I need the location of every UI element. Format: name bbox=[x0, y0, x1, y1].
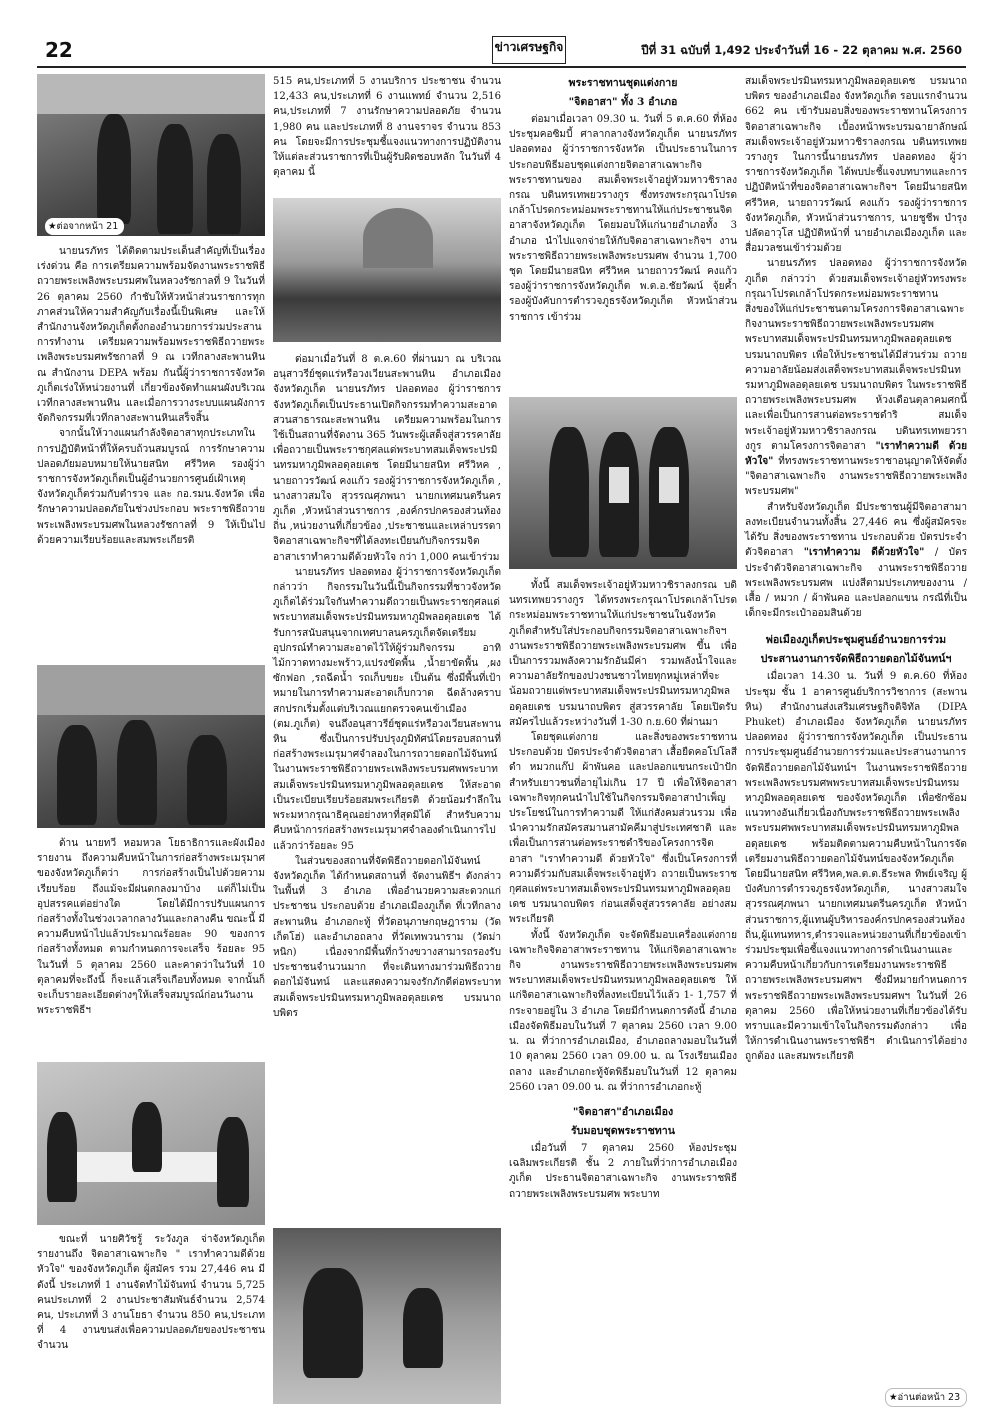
paragraph: 515 คน,ประเภทที่ 5 งานบริการ ประชาชน จำนวน 12,433 คน,ประเภทที่ 6 งานแพทย์ จำนวน 2,516 คน,ประเภทที่ 7 งานรักษาความปลอดภัย จำนวน 1,980 คน และประเภทที่ 8 งานจราจร จำนวน 853 คน โดยจะมีการประชุมชี้แจงแนวทางการปฏิบัติงานให้แต่ละส่วนราชการที่เป็นผู้รับผิดชอบหลัก ในวันที่ 4 ตุลาคม นี้ bbox=[273, 76, 501, 179]
slogan: "เราทำความดี ด้วยหัวใจ" bbox=[745, 440, 967, 468]
page-number: 22 bbox=[45, 38, 73, 62]
masthead-logo: ข่าวเศรษฐกิจ bbox=[492, 36, 566, 64]
section-heading: รับมอบชุดพระราชทาน bbox=[571, 1124, 675, 1137]
section-heading: "จิตอาสา" ทั้ง 3 อำเภอ bbox=[568, 96, 678, 108]
column-2-top bbox=[273, 74, 501, 180]
paragraph: นายนรภัทร ได้ติดตามประเด็นสำคัญที่เป็นเรื่องเร่งด่วน คือ การเตรียมความพร้อมจัดงานพระราชพิธีถวายพระเพลิงพระบรมศพในหลวงรัชกาลที่ 9 ในวันที่ 26 ตุลาคม 2560 กำชับให้หัวหน้าส่วนราชการทุกภาคส่วนให้ความสำคัญกับเรื่องนี้เป็นพิเศษ และให้สำนักงานจังหวัดภูเก็ตตั้งกองอำนวยการร่วมประสานการทำงาน เตรียมความพร้อมพระราชพิธีถวายพระเพลิงพระบรมศพรัชกาลที่ 9 ณ เวทีกลางสะพานหิน ณ สำนักงาน DEPA พร้อม กันนี้ผู้ว่าราชการจังหวัดภูเก็ตเร่งให้หน่วยงานที่ เกี่ยวข้องจัดทำแผนผังบริเวณเวทีกลางสะพานหิน และเมื่อการวางระบบแผนผังการจัดกิจกรรมที่เวทีกลางสะพานหินเสร็จสิ้น bbox=[37, 246, 265, 425]
issue-info: ปีที่ 31 ฉบับที่ 1,492 ประจำวันที่ 16 - 22 ตุลาคม พ.ศ. 2560 bbox=[641, 43, 962, 57]
paragraph: โดยชุดแต่งกาย และสิ่งของพระราชทานประกอบด้วย บัตรประจำตัวจิตอาสา เสื้อยืดคอโปโลสีดำ หมวกแก๊ป ผ้าพันคอ และปลอกแขนกระเป๋าปัก สำหรับเยาวชนที่อายุไม่เกิน 17 ปี เพื่อให้จิตอาสาเฉพาะกิจทุกคนนำไปใช้ในกิจกรรมจิตอาสาบำเพ็ญประโยชน์ในการทำความดี ให้แก่สังคมส่วนรวม เพื่อนำความรักสมัครสมานสามัคคีมาสู่ประเทศชาติ และเพื่อเป็นการสานต่อพระราชดำริของโครงการจิตอาสา "เราทำความดี ด้วยหัวใจ" ซึ่งเป็นโครงการที่ความดีร่วมกับสมเด็จพระเจ้าอยู่หัว ถวายเป็นพระราชกุศลแด่พระบาทสมเด็จพระปรมินทรมหาภูมิพลอดุลยเดช บรมนาถบพิตร ก่อนเสด็จสู่สวรรคาลัย อย่างสมพระเกียรติ bbox=[509, 732, 737, 926]
section-heading: "จิตอาสา"อำเภอเมือง bbox=[572, 1105, 674, 1118]
paragraph: ขณะที่ นายศิวัชรู้ ระวังภูล จ่าจังหวัดภูเก็ต รายงานถึง จิตอาสาเฉพาะกิจ " เราทำความดีด้วย หัวใจ" ของจังหวัดภูเก็ต ผู้สมัคร รวม 27,446 คน มีดังนี้ ประเภทที่ 1 งานจัดทำไม้จันทน์ จำนวน 5,725 คนประเภทที่ 2 งานประชาสัมพันธ์จำนวน 2,574 คน, ประเภทที่ 3 งานโยธา จำนวน 850 คน,ประเภทที่ 4 งานขนส่งเพื่อความปลอดภัยของประชาชน จำนวน bbox=[37, 1234, 265, 1352]
paragraph: ทั้งนี้ สมเด็จพระเจ้าอยู่หัวมหาวชิราลงกรณ บดินทรเทพยวรางกูร ได้ทรงพระกรุณาโปรดเกล้าโปรดกระหม่อมพระราชทานให้แก่ประชาชนในจังหวัดภูเก็ตสำหรับใส่ประกอบกิจกรรมจิตอาสาเฉพาะกิจฯ งานพระราชพิธีถวายพระเพลิงพระบรมศพ ขึ้น เพื่อเป็นการรวมพลังความรักอันมีค่า รวมพลังน้ำใจและความอาลัยรักของปวงชนชาวไทยทุกหมู่เหล่าที่จะน้อมถวายแด่พระบาทสมเด็จพระปรมินทรมหาภูมิพลอดุลยเดช บรมนาถบพิตร สู่สวรรคาลัย โดยเปิดรับสมัครไปแล้วระหว่างวันที่ 1-30 ก.ย.60 ที่ผ่านมา bbox=[509, 580, 737, 728]
paragraph: ต่อมาเมื่อเวลา 09.30 น. วันที่ 5 ต.ค.60 ที่ห้องประชุมคอซิมบี้ ศาลากลางจังหวัดภูเก็ต นายนรภัทร ปลอดทอง ผู้ว่าราชการจังหวัด เป็นประธานในการประกอบพิธีมอบชุดแต่งกายจิตอาสาเฉพาะกิจ พระราชทานของ สมเด็จพระเจ้าอยู่หัวมหาวชิราลงกรณ บดินทรเทพยวรางกูร ซึ่งทรงพระกรุณาโปรดเกล้าโปรดกระหม่อมพระราชทานให้แก่ประชาชนจิตอาสาจังหวัดภูเก็ต โดยมอบให้แก่นายอำเภอทั้ง 3 อำเภอ นำไปแจกจ่ายให้กับจิตอาสาเฉพาะกิจฯ งานพระราชพิธีถวายพระเพลิงพระบรมศพ จำนวน 1,700 ชุด โดยมีนายสนิท ศรีวิหค นายถาวรวัฒน์ คงแก้ว รองผู้ว่าราชการจังหวัดภูเก็ต พ.ต.อ.ชัยวัฒน์ จุ้ยค้ำ รองผู้บังคับการตำรวจภูธรจังหวัดภูเก็ต หัวหน้าส่วนราชการ เข้าร่วม bbox=[509, 114, 737, 323]
photo-ceremony-speakers bbox=[37, 665, 265, 828]
column-2-mid bbox=[273, 352, 501, 1021]
continue-to-badge: ★อ่านต่อหน้า 23 bbox=[885, 1388, 967, 1407]
column-1-bottom bbox=[37, 1232, 265, 1354]
section-heading: ประสานงานการจัดพิธีถวายดอกไม้จันทน์ฯ bbox=[760, 653, 952, 666]
page-header bbox=[37, 36, 966, 68]
column-1-mid bbox=[37, 836, 265, 1018]
paragraph: ทั้งนี้ จังหวัดภูเก็ต จะจัดพิธีมอบเครื่องแต่งกายเฉพาะกิจจิตอาสาพระราชทาน ให้แก่จิตอาสาเฉพาะกิจ งานพระราชพิธีถวายพระเพลิงพระบรมศพ พระบาทสมเด็จพระปรมินทรมหาภูมิพลอดุลยเดช ให้แก่จิตอาสาเฉพาะกิจที่ลงทะเบียนไว้แล้ว 1- 1,757 ที่กระจายอยู่ใน 3 อำเภอ โดยมีกำหนดการดังนี้ อำเภอเมืองจัดพิธีมอบในวันที่ 7 ตุลาคม 2560 เวลา 9.00 น. ณ ที่ว่าการอำเภอเมือง, อำเภอถลางมอบในวันที่ 10 ตุลาคม 2560 เวลา 09.00 น. ณ โรงเรียนเมืองถลาง และอำเภอกะทู้จัดพิธีมอบในวันที่ 12 ตุลาคม 2560 เวลา 09.00 น. ณ ที่ว่าการอำเภอกะทู้ bbox=[509, 929, 737, 1093]
photo-meeting-table bbox=[37, 1062, 265, 1225]
star-icon: ★ bbox=[48, 221, 57, 232]
section-heading: พระราชทานชุดแต่งกาย bbox=[568, 77, 678, 89]
star-icon: ★ bbox=[889, 1392, 898, 1403]
column-3-top bbox=[509, 72, 737, 325]
paragraph: สำหรับจังหวัดภูเก็ต มีประชาชนผู้มีจิตอาสามาลงทะเบียนจำนวนทั้งสิ้น 27,446 คน ซึ่งผู้สมัครจะได้รับ สิ่งของพระราชทาน ประกอบด้วย บัตรประจำตัวจิตอาสา "เราทำความ ดีด้วยหัวใจ" / บัตรประจำตัวจิตอาสาเฉพาะกิจ งานพระราชพิธีถวายพระเพลิงพระบรมศพ แบ่งสีตามประเภทของงาน / เสื้อ / หมวก / ผ้าพันคอ และปลอกแขน กรณีที่เป็นเด็กจะมีกระเป๋าออมสินด้วย bbox=[745, 501, 968, 620]
column-4 bbox=[745, 74, 967, 1065]
photo-crowd-volunteers bbox=[273, 198, 501, 342]
paragraph: นายนรภัทร ปลอดทอง ผู้ว่าราชการจังหวัดภูเก็ต กล่าวว่า กิจกรรมในวันนี้เป็นกิจกรรมที่ชาวจังหวัดภูเก็ตได้ร่วมใจกันทำความดีถวายเป็นพระราชกุศลแด่พระบาทสมเด็จพระปรมินทรมหาภูมิพลอดุลยเดช ได้รับการสนับสนุนจากเทศบาลนครภูเก็ตจัดเตรียมอุปกรณ์ทำความสะอาดไว้ให้ผู้ร่วมกิจกรรม อาทิ ไม้กวาดทางมะพร้าว,แปรงขัดพื้น ,น้ำยาขัดพื้น ,ผงซักฟอก ,รถฉีดน้ำ รถเก็บขยะ เป็นต้น ซึ่งมีพื้นที่เป้าหมายในการทำความสะอาดเก็บกวาด ฉีดล้างคราบสกปรกเริ่มตั้งแต่บริเวณแยกตรวจคนเข้าเมือง (ตม.ภูเก็ต) จนถึงอนุสาวรีย์ชุดแร่หรือวงเวียนสะพานหิน ซึ่งเป็นการปรับปรุงภูมิทัศน์โดยรอบสถานที่ก่อสร้างพระเมรุมาศจำลองในการถวายดอกไม้จันทน์ ในงานพระราชพิธีถวายพระเพลิงพระบรมศพพระบาทสมเด็จพระปรมินทรมหาภูมิพลอดุลยเดช ให้สะอาดเป็นระเบียบเรียบร้อยสมพระเกียรติ ด้วยน้อมรำลึกในพระมหากรุณาธิคุณอย่างหาที่สุดมิได้ สำหรับความคืบหน้าการก่อสร้างพระเมรุมาศจำลองดำเนินการไปแล้วกว่าร้อยละ 95 bbox=[273, 566, 501, 852]
photo-volunteer-uniforms bbox=[509, 397, 737, 569]
section-heading: พ่อเมืองภูเก็ตประชุมศูนย์อำนวยการร่วม bbox=[765, 634, 947, 647]
paragraph: ด้าน นายทวี หอมหวล โยธาธิการและผังเมืองรายงาน ถึงความคืบหน้าในการก่อสร้างพระเมรุมาศของจังหวัดภูเก็ตว่า การก่อสร้างเป็นไปด้วยความเรียบร้อย ถึงแม้จะมีฝนตกลงมาบ้าง แต่ก็ไม่เป็นอุปสรรคแต่อย่างใด โดยได้มีการปรับแผนการก่อสร้างทั้งในช่วงเวลากลางวันและกลางคืน ขณะนี้ มีความคืบหน้าไปแล้วประมาณร้อยละ 90 ของการก่อสร้างทั้งหมด ตามกำหนดการจะเสร็จ ร้อยละ 95 ในวันที่ 5 ตุลาคม 2560 และคาดว่าในวันที่ 10 ตุลาคมที่จะถึงนี้ ก็จะแล้วเสร็จเกือบทั้งหมด จากนั้นก็จะเก็บรายละเอียดต่างๆให้เสร็จสมบูรณ์ก่อนวันงานพระราชพิธีฯ bbox=[37, 838, 265, 1017]
paragraph: สมเด็จพระปรมินทรมหาภูมิพลอดุลยเดช บรมนาถบพิตร ของอำเภอเมือง จังหวัดภูเก็ต รอบแรกจำนวน 662 คน เข้ารับมอบสิ่งของพระราชทานโครงการจิตอาสาเฉพาะกิจ เบื้องหน้าพระบรมฉายาลักษณ์ สมเด็จพระเจ้าอยู่หัวมหาวชิราลงกรณ บดินทรเทพยวรางกูร ในการนี้นายนรภัทร ปลอดทอง ผู้ว่าราชการจังหวัดภูเก็ต ได้พบปะชี้แจงบทบาทและการปฏิบัติหน้าที่ของจิตอาสาเฉพาะกิจฯ โดยมีนายสนิท ศรีวิหค, นายถาวรวัฒน์ คงแก้ว รองผู้ว่าราชการจังหวัดภูเก็ต, หัวหน้าส่วนราชการ, นายชูชีพ บำรุง ปลัดอาวุโส ปฏิบัติหน้าที่ นายอำเภอเมืองภูเก็ต และสื่อมวลชนเข้าร่วมด้วย bbox=[745, 76, 967, 255]
paragraph: นายนรภัทร ปลอดทอง ผู้ว่าราชการจังหวัดภูเก็ต กล่าวว่า ด้วยสมเด็จพระเจ้าอยู่หัวทรงพระกรุณาโปรดเกล้าโปรดกระหม่อมพระราชทานสิ่งของให้แก่ประชาชนตามโครงการจิตอาสาเฉพาะกิจงานพระราชพิธีถวายพระเพลิงพระบรมศพ พระบาทสมเด็จพระปรมินทรมหาภูมิพลอดุลยเดช บรมนาถบพิตร เพื่อให้ประชาชนได้มีส่วนร่วม ถวายความอาลัยน้อมส่งเสด็จพระบาทสมเด็จพระปรมินทรมหาภูมิพลอดุลยเดช บรมนาถบพิตร ในพระราชพิธีถวายพระเพลิงพระบรมศพ ห้วงเดือนตุลาคมศกนี้ และเพื่อเป็นการสานต่อพระราชดำริ สมเด็จพระเจ้าอยู่หัวมหาวชิราลงกรณ บดินทรเทพยวรางกูร ตามโครงการจิตอาสา "เราทำความดี ด้วยหัวใจ" ที่ทรงพระราชทานพระราชาอนุญาตให้จัดตั้ง "จิตอาสาเฉพาะกิจ งานพระราชพิธีถวายพระเพลิงพระบรมศพ" bbox=[745, 258, 967, 498]
slogan: "เราทำความ ดีด้วยหัวใจ" bbox=[803, 547, 925, 559]
paragraph: เมื่อเวลา 14.30 น. วันที่ 9 ต.ค.60 ที่ห้องประชุม ชั้น 1 อาคารศูนย์บริการวิชาการ (สะพานหิน) สำนักงานส่งเสริมเศรษฐกิจดิจิทัล (DIPA Phuket) อำเภอเมือง จังหวัดภูเก็ต นายนรภัทร ปลอดทอง ผู้ว่าราชการจังหวัดภูเก็ต เป็นประธานการประชุมศูนย์อำนวยการร่วมและประสานงานการจัดพิธีถวายดอกไม้จันทน์ฯ ในงานพระราชพิธีถวายพระเพลิงพระบรมศพพระบาทสมเด็จพระปรมินทรมหาภูมิพลอดุลยเดช ของจังหวัดภูเก็ต เพื่อซักซ้อมแนวทางอันเกี่ยวเนื่องกับพระราชพิธีถวายพระเพลิงพระบรมศพพระบาทสมเด็จพระปรมินทรมหาภูมิพลอดุลยเดช พร้อมติดตามความคืบหน้าในการจัดเตรียมงานพิธีถวายดอกไม้จันทน์ของจังหวัดภูเก็ต โดยมีนายสนิท ศรีวิหค,พล.ต.ต.ธีระพล ทิพย์เจริญ ผู้บังคับการตำรวจภูธรจังหวัดภูเก็ต, นางสาวสมใจ สุวรรณศุภพนา นายกเทศมนตรีนครภูเก็ต หัวหน้าส่วนราชการ,ผู้แทนผู้บริหารองค์กรปกครองส่วนท้องถิ่น,ผู้แทนทหาร,ตำรวจและหน่วยงานที่เกี่ยวข้องเข้าร่วมประชุมเพื่อชี้แจงแนวทางการดำเนินงานและความคืบหน้าเกี่ยวกับการเตรียมงานพระราชพิธีถวายพระเพลิงพระบรมศพฯ ซึ่งมีหมายกำหนดการพระราชพิธีถวายพระเพลิงพระบรมศพฯ ในวันที่ 26 ตุลาคม 2560 เพื่อให้หน่วยงานที่เกี่ยวข้องได้รับทราบและมีความเข้าใจในกิจกรรมดังกล่าว เพื่อให้การดำเนินงานพระราชพิธีฯ ดำเนินการได้อย่างถูกต้อง และสมพระเกียรติ bbox=[745, 671, 967, 1063]
column-1-top bbox=[37, 244, 265, 548]
paragraph: เมื่อวันที่ 7 ตุลาคม 2560 ห้องประชุมเฉลิมพระเกียรติ ชั้น 2 ภายในที่ว่าการอำเภอเมืองภูเก็ต ประธานจิตอาสาเฉพาะกิจ งานพระราชพิธีถวายพระเพลิงพระบรมศพ พระบาท bbox=[509, 1142, 737, 1200]
continued-from-badge: ★ต่อจากหน้า 21 bbox=[45, 218, 124, 235]
paragraph: ต่อมาเมื่อวันที่ 8 ต.ค.60 ที่ผ่านมา ณ บริเวณอนุสาวรีย์ชุดแร่หรือวงเวียนสะพานหิน อำเภอเมือง จังหวัดภูเก็ต นายนรภัทร ปลอดทอง ผู้ว่าราชการจังหวัดภูเก็ตเป็นประธานเปิดกิจกรรมทำความสะอาดสวนสาธารณะสะพานหิน เตรียมความพร้อมในการใช้เป็นสถานที่จัดงาน 365 วันพระผู้เสด็จสู่สวรรคาลัย เพื่อถวายเป็นพระราชกุศลแด่พระบาทสมเด็จพระปรมินทรมหาภูมิพลอดุลยเดช โดยมีนายสนิท ศรีวิหค , นายถาวรวัฒน์ คงแก้ว รองผู้ว่าราชการจังหวัดภูเก็ต , นางสาวสมใจ สุวรรณศุภพนา นายกเทศมนตรีนครภูเก็ต ,หัวหน้าส่วนราชการ ,องค์กรปกครองส่วนท้องถิ่น ,หน่วยงานที่เกี่ยวข้อง ,ประชาชนและเหล่าบรรดาจิตอาสาเฉพาะกิจฯที่ได้ลงทะเบียนกับกิจกรรมจิตอาสาเราทำความดีด้วยหัวใจ กว่า 1,000 คนเข้าร่วม bbox=[273, 354, 501, 563]
paragraph: จากนั้นให้วางแผนกำลังจิตอาสาทุกประเภทในการปฏิบัติหน้าที่ให้ครบถ้วนสมบูรณ์ การรักษาความปลอดภัยมอบหมายให้นายสนิท ศรีวิหค รองผู้ว่าราชการจังหวัดภูเก็ตเป็นผู้อำนวยการศูนย์เฝ้าเหตุจังหวัดภูเก็ตร่วมกับตำรวจ และ กอ.รมน.จังหวัด เพื่อรักษาความปลอดภัยในช่วงประกอบ พระราชพิธีถวายพระเพลิงพระบรมศพในหลวงรัชกาลที่ 9 ให้เป็นไปด้วยความเรียบร้อยและสมพระเกียรติ bbox=[37, 428, 265, 546]
photo-cleaning-ground bbox=[273, 1228, 501, 1404]
column-3-bottom bbox=[509, 578, 737, 1202]
paragraph: ในส่วนของสถานที่จัดพิธีถวายดอกไม้จันทน์จังหวัดภูเก็ต ได้กำหนดสถานที่ จัดงานพิธีฯ ดังกล่าว ในพื้นที่ 3 อำเภอ เพื่ออำนวยความสะดวกแก่ประชาชน ประกอบด้วย อำเภอเมืองภูเก็ต ที่เวทีกลางสะพานหิน อำเภอกะทู้ ที่วัดอนุภาษกฤษฎาราม (วัดเก็ตโฮ่) และอำเภอถลาง ที่วัดเทพวนาราม (วัดม่าหนิก) เนื่องจากมีพื้นที่กว้างขวางสามารถรองรับประชาชนจำนวนมาก ที่จะเดินทางมาร่วมพิธีถวายดอกไม้จันทน์ และแสดงความจงรักภักดีต่อพระบาทสมเด็จพระปรมินทรมหาภูมิพลอดุลยเดช บรมนาถบพิตร bbox=[273, 855, 501, 1019]
photo-officials-sweeping bbox=[37, 74, 265, 236]
